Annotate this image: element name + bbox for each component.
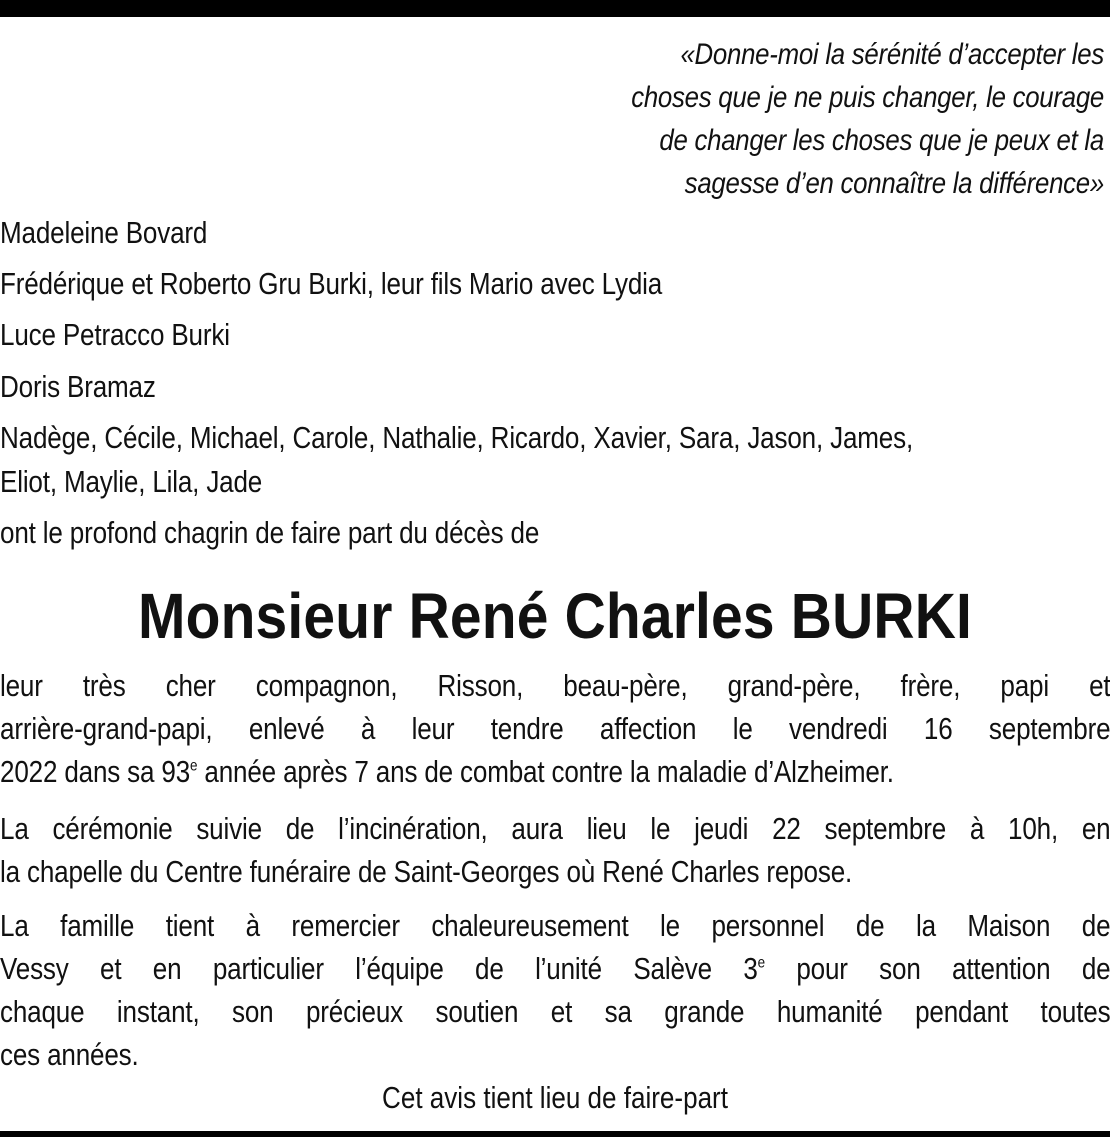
justified-line	[0, 990, 1110, 1033]
superscript: e	[190, 757, 198, 775]
word: papi	[1000, 668, 1049, 703]
word: de	[285, 811, 315, 846]
word: beau-père,	[563, 668, 688, 703]
quote-line: de changer les choses que je peux et la	[659, 124, 1104, 157]
word: enlevé	[248, 711, 325, 746]
word: pour	[796, 951, 848, 986]
quote-line: choses que je ne puis changer, le courage	[631, 81, 1104, 114]
word: particulier	[212, 951, 324, 986]
family-member: Luce Petracco Burki	[0, 317, 230, 352]
superscript: e	[757, 954, 765, 972]
epigraph-quote	[554, 33, 1104, 205]
text-run: année après 7 ans de combat contre la maladie d’Alzheimer.	[197, 754, 894, 789]
word: pendant	[915, 994, 1009, 1029]
word: septembre	[824, 811, 947, 846]
word: humanité	[776, 994, 883, 1029]
word: leur	[0, 668, 43, 703]
word: et	[1089, 668, 1110, 703]
word: Maison	[967, 908, 1051, 943]
family-member: Frédérique et Roberto Gru Burki, leur fils Mario avec Lydia	[0, 266, 663, 301]
word: Risson,	[437, 668, 524, 703]
paragraph-thanks	[0, 904, 1110, 1076]
paragraph-line: la chapelle du Centre funéraire de Saint-Georges où René Charles repose.	[0, 854, 853, 889]
justified-line	[0, 807, 1110, 850]
announcement-text: ont le profond chagrin de faire part du décès de	[0, 515, 540, 550]
word: en	[1081, 811, 1110, 846]
word: à	[969, 811, 985, 846]
word: soutien	[435, 994, 519, 1029]
word: l’équipe	[355, 951, 444, 986]
word: de	[855, 908, 885, 943]
word: lieu	[586, 811, 627, 846]
word: tendre	[490, 711, 564, 746]
word: sa	[604, 994, 632, 1029]
text-run: 2022 dans sa 93	[0, 754, 191, 789]
family-member: Doris Bramaz	[0, 369, 156, 404]
word: jeudi	[694, 811, 749, 846]
word: son	[231, 994, 274, 1029]
word: le	[732, 711, 753, 746]
word: cérémonie	[52, 811, 173, 846]
word: son	[879, 951, 921, 986]
family-member: Madeleine Bovard	[0, 215, 208, 250]
family-member: Eliot, Maylie, Lila, Jade	[0, 464, 263, 499]
word: le	[650, 811, 671, 846]
word: personnel	[711, 908, 825, 943]
word: précieux	[305, 994, 404, 1029]
word: chaque	[0, 994, 85, 1029]
paragraph-ceremony	[0, 807, 1110, 893]
paragraph-line	[0, 750, 932, 793]
word: de	[1081, 908, 1110, 943]
deceased-name: Monsieur René Charles BURKI	[137, 580, 973, 652]
justified-line	[0, 904, 1110, 947]
word: tient	[165, 908, 215, 943]
word: grande	[664, 994, 745, 1029]
word: Vessy	[0, 951, 69, 986]
paragraph-tribute	[0, 664, 1110, 793]
bottom-border-rule	[0, 1131, 1110, 1137]
word: instant,	[116, 994, 200, 1029]
word: toutes	[1040, 994, 1110, 1029]
quote-line: sagesse d’en connaître la différence»	[684, 167, 1104, 200]
word: vendredi	[789, 711, 888, 746]
word: le	[660, 908, 680, 943]
word: de	[1081, 951, 1110, 986]
word: et	[550, 994, 573, 1029]
word: 10h,	[1008, 811, 1059, 846]
word: frère,	[900, 668, 961, 703]
word: aura	[511, 811, 563, 846]
top-border-rule	[0, 0, 1110, 17]
word: compagnon,	[255, 668, 398, 703]
word: affection	[599, 711, 697, 746]
word: en	[152, 951, 182, 986]
word: septembre	[988, 711, 1110, 746]
word: remercier	[291, 908, 400, 943]
word: arrière-grand-papi,	[0, 711, 213, 746]
word: la	[915, 908, 936, 943]
word: l’unité	[535, 951, 602, 986]
quote-line: «Donne-moi la sérénité d’accepter les	[680, 38, 1104, 71]
paragraph-line: ces années.	[0, 1037, 139, 1072]
word: Salève	[633, 951, 712, 986]
word: à	[245, 908, 260, 943]
word: 16	[923, 711, 953, 746]
word: La	[0, 811, 29, 846]
word: l’incinération,	[338, 811, 488, 846]
word: cher	[165, 668, 216, 703]
word: et	[100, 951, 122, 986]
word: suivie	[196, 811, 262, 846]
justified-line	[0, 707, 1110, 750]
word: grand-père,	[727, 668, 861, 703]
word: 22	[772, 811, 801, 846]
word: chaleureusement	[431, 908, 629, 943]
word: à	[360, 711, 376, 746]
closing-note: Cet avis tient lieu de faire-part	[382, 1080, 728, 1115]
word: de	[475, 951, 504, 986]
word: très	[82, 668, 126, 703]
word: attention	[952, 951, 1051, 986]
word: leur	[411, 711, 455, 746]
justified-line	[0, 664, 1110, 707]
word: 3e	[743, 951, 765, 986]
justified-line	[0, 947, 1110, 990]
family-member: Nadège, Cécile, Michael, Carole, Nathalie, Ricardo, Xavier, Sara, Jason, James,	[0, 420, 914, 455]
word: famille	[60, 908, 135, 943]
word: La	[0, 908, 29, 943]
